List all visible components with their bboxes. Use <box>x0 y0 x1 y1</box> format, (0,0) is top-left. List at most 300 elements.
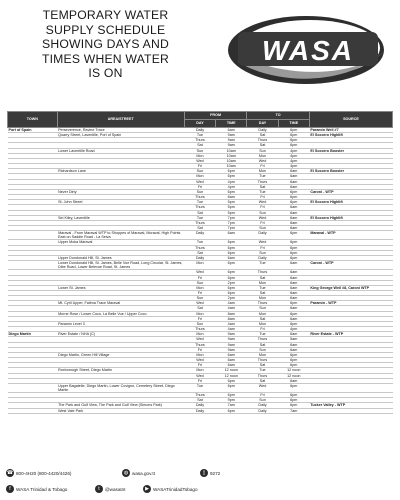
table-row <box>8 408 393 413</box>
cell-from-time: 7pm <box>216 215 247 220</box>
cell-to-day: Fri <box>247 245 278 250</box>
cell-to-day: Wed <box>247 200 278 205</box>
footer-short[interactable] <box>200 469 220 477</box>
cell-to-day: Sun <box>247 210 278 215</box>
cell-to-day: Thurs <box>247 373 278 378</box>
cell-from-day: Mon <box>184 332 215 337</box>
cell-from-day: Mon <box>184 352 215 357</box>
cell-from-day: Fri <box>184 363 215 368</box>
cell-from-day: Mon <box>184 261 215 270</box>
cell-to-time: 6pm <box>278 128 309 133</box>
cell-source: El Socorro Booster <box>309 148 392 153</box>
cell-from-time: 12 noon <box>216 373 247 378</box>
col-header-to: TO <box>247 112 310 120</box>
cell-to-time: 6am <box>278 316 309 321</box>
cell-from-day: Sun <box>184 189 215 194</box>
cell-from-day: Wed <box>184 179 215 184</box>
cell-town <box>8 408 58 413</box>
footer-twitter[interactable] <box>95 485 126 493</box>
cell-to-time: 6pm <box>278 358 309 363</box>
cell-area: West Vale Park <box>57 408 184 413</box>
cell-from-time: 8am <box>216 311 247 316</box>
cell-to-day: Sun <box>247 225 278 230</box>
cell-area: Mt. Cyril Upper, Fatima Trace Maraval <box>57 301 184 306</box>
cell-to-time: 6pm <box>278 383 309 392</box>
cell-to-time: 4pm <box>278 164 309 169</box>
cell-from-time: 7pm <box>216 220 247 225</box>
cell-to-time: 6pm <box>278 352 309 357</box>
cell-from-time: 6am <box>216 128 247 133</box>
cell-to-time: 6am <box>278 332 309 337</box>
cell-source: El Socorro Booster <box>309 169 392 174</box>
cell-from-day: Sat <box>184 225 215 230</box>
footer-youtube-text: WASATrinidadTobago <box>153 486 198 492</box>
title-line: TEMPORARY WATER <box>42 8 169 22</box>
cell-from-time: 5pm <box>216 205 247 210</box>
cell-from-day: Wed <box>184 373 215 378</box>
cell-from-day: Mon <box>184 174 215 179</box>
cell-to-day: Sun <box>247 148 278 153</box>
cell-from-day: Fri <box>184 347 215 352</box>
cell-to-day: Daily <box>247 403 278 408</box>
col-header-source: SOURCE <box>309 112 392 128</box>
cell-to-time: 4pm <box>278 158 309 163</box>
cell-area: Maraval - From Maraval WTP to Shoppes of Maraval, Moraval, High Points East on Saddle Road - La Seiva <box>57 231 184 240</box>
cell-to-day: Thurs <box>247 337 278 342</box>
cell-from-time: 9am <box>216 332 247 337</box>
cell-from-time: 4pm <box>216 179 247 184</box>
cell-town: Diego Martin <box>8 332 58 337</box>
cell-to-time: 6pm <box>278 189 309 194</box>
cell-to-day: Sat <box>247 363 278 368</box>
cell-to-day: Fri <box>247 195 278 200</box>
cell-from-day: Tue <box>184 240 215 245</box>
cell-source: El Socorro Highlift <box>309 200 392 205</box>
footer-short-text: 9272 <box>210 470 221 476</box>
cell-to-day: Wed <box>247 383 278 392</box>
cell-to-day: Sun <box>247 306 278 311</box>
cell-to-day: Sat <box>247 133 278 138</box>
cell-from-time: 8am <box>216 316 247 321</box>
phone-icon: ☎ <box>6 470 14 476</box>
cell-area: Lower St. James <box>57 285 184 290</box>
footer-phone[interactable] <box>6 469 71 477</box>
table-row <box>8 383 393 392</box>
cell-from-day: Daily <box>184 255 215 260</box>
cell-from-time: 2pm <box>216 280 247 285</box>
cell-from-time: 4am <box>216 301 247 306</box>
cell-to-day: Sat <box>247 275 278 280</box>
cell-from-day: Fri <box>184 316 215 321</box>
cell-to-day: Tue <box>247 332 278 337</box>
cell-to-day: Daily <box>247 255 278 260</box>
cell-area: Lower Dundonald Hill, St. James, Belle Vue Road, Long Circular, St. James, Dibe Road, Lower Belevue Road, St. James <box>58 261 183 270</box>
cell-to-day: Tue <box>247 189 278 194</box>
cell-to-day: Fri <box>247 393 278 398</box>
cell-from-day: Sun <box>184 280 215 285</box>
cell-to-day: Tue <box>247 174 278 179</box>
schedule-table <box>7 111 393 414</box>
cell-from-time: 7pm <box>216 225 247 230</box>
cell-source: Paramin - WTP <box>309 301 392 306</box>
cell-to-time: 6pm <box>278 200 309 205</box>
cell-source: El Socorro Highlift <box>309 133 392 138</box>
title-line: IS ON <box>88 66 123 80</box>
cell-to-day: Sun <box>247 398 278 403</box>
cell-from-day: Mon <box>184 153 215 158</box>
cell-to-day: Thurs <box>247 179 278 184</box>
cell-from-time: 6pm <box>216 270 247 275</box>
cell-to-day: Wed <box>247 215 278 220</box>
cell-to-day: Thurs <box>247 358 278 363</box>
cell-to-time: 6pm <box>278 321 309 326</box>
cell-from-day: Mon <box>184 285 215 290</box>
cell-to-time: 6am <box>278 378 309 383</box>
table-row <box>8 403 393 408</box>
cell-to-time: 4pm <box>278 153 309 158</box>
footer-phone-text: 800-4H20 (800-4420/4426) <box>16 470 72 476</box>
table-row <box>8 169 393 174</box>
cell-to-day: Daily <box>247 231 278 240</box>
footer-web[interactable] <box>122 469 155 477</box>
cell-from-time: 6pm <box>216 285 247 290</box>
cell-from-day: Sun <box>184 321 215 326</box>
cell-source: Caroni - WTP <box>309 189 392 194</box>
cell-to-time: 6am <box>278 270 309 275</box>
cell-to-day: Wed <box>247 158 278 163</box>
cell-to-time: 7am <box>278 408 309 413</box>
youtube-icon: ▶ <box>143 485 151 493</box>
cell-from-day: Wed <box>184 158 215 163</box>
cell-to-day: Sat <box>247 342 278 347</box>
cell-from-time: 6am <box>216 352 247 357</box>
cell-to-time: 6am <box>278 169 309 174</box>
cell-to-time: 6pm <box>278 245 309 250</box>
table-row <box>8 332 393 337</box>
cell-area: River Estate / NHA (C) <box>57 332 184 337</box>
cell-from-time: 6pm <box>216 189 247 194</box>
cell-from-day: Daily <box>184 408 215 413</box>
cell-from-time: 9am <box>216 342 247 347</box>
globe-icon: ◍ <box>123 470 129 476</box>
cell-from-time: 9am <box>216 347 247 352</box>
cell-to-time: 6pm <box>278 240 309 245</box>
twitter-icon: t <box>95 485 103 493</box>
cell-to-day: Mon <box>247 153 278 158</box>
cell-to-time: 6pm <box>278 393 309 398</box>
cell-from-day: Sat <box>184 210 215 215</box>
cell-from-time: 9am <box>216 143 247 148</box>
title-line: SHOWING DAYS AND <box>42 37 169 51</box>
cell-to-day: Fri <box>247 220 278 225</box>
cell-from-day: Wed <box>184 358 215 363</box>
cell-to-time: 6pm <box>278 301 309 306</box>
cell-to-time: 6am <box>278 291 309 296</box>
cell-from-day: Fri <box>184 275 215 280</box>
cell-to-day: Mon <box>247 280 278 285</box>
cell-to-time: 6pm <box>278 363 309 368</box>
cell-from-time: 9am <box>216 133 247 138</box>
cell-to-time: 6pm <box>278 403 309 408</box>
cell-from-day: Wed <box>184 301 215 306</box>
cell-from-time: 6pm <box>216 250 247 255</box>
cell-from-time: 9pm <box>216 398 247 403</box>
col-header-from: FROM <box>184 112 247 120</box>
cell-town <box>8 383 58 392</box>
cell-from-day: Thurs <box>184 195 215 200</box>
cell-from-time: 6pm <box>216 383 247 392</box>
cell-to-day: Tue <box>247 368 278 373</box>
cell-from-time: 9am <box>216 337 247 342</box>
cell-to-time: 6am <box>278 205 309 210</box>
cell-source: River Estate - WTP <box>309 332 392 337</box>
cell-from-day: Thurs <box>184 393 215 398</box>
cell-from-time: 6pm <box>216 261 247 270</box>
cell-from-time: 6pm <box>216 378 247 383</box>
cell-from-day: Sat <box>184 306 215 311</box>
cell-from-day: Tue <box>184 133 215 138</box>
cell-source: Maraval - WTP <box>309 231 392 240</box>
cell-to-day: Mon <box>247 311 278 316</box>
cell-from-time: 6pm <box>216 393 247 398</box>
cell-to-day: Sat <box>247 316 278 321</box>
cell-to-time: 5am <box>278 337 309 342</box>
cell-to-time: 6pm <box>278 398 309 403</box>
cell-from-day: Sun <box>184 296 215 301</box>
cell-from-day: Thurs <box>184 205 215 210</box>
table-row <box>8 148 393 153</box>
cell-from-day: Fri <box>184 378 215 383</box>
table-row <box>8 133 393 138</box>
cell-to-day: Mon <box>247 321 278 326</box>
cell-to-time: 6pm <box>278 255 309 260</box>
cell-to-day: Sat <box>247 143 278 148</box>
cell-to-time: 6pm <box>278 133 309 138</box>
cell-area: The Park and Gulf View, The Park and Gulf View (Simons Park) <box>57 403 184 408</box>
cell-source <box>309 408 392 413</box>
cell-area: Upper Moka Maraval <box>57 240 184 245</box>
table-row <box>8 285 393 290</box>
cell-to-day: Thurs <box>247 270 278 275</box>
cell-from-day: Sat <box>184 250 215 255</box>
cell-area: Diego Martin, Green Hill Village <box>57 352 184 357</box>
cell-to-day: Mon <box>247 296 278 301</box>
cell-from-time: 6am <box>216 231 247 240</box>
cell-from-day: Mon <box>184 311 215 316</box>
cell-from-day: Fri <box>184 164 215 169</box>
cell-to-time: 6pm <box>278 231 309 240</box>
cell-from-day: Tue <box>184 200 215 205</box>
mobile-icon: ▯ <box>200 469 208 477</box>
cell-to-time: 12 noon <box>278 373 309 378</box>
cell-area: Morne Rose / Lower Coco, La Belle Vue / Upper Coco <box>57 311 184 316</box>
table-row <box>8 301 393 306</box>
col-header-area: AREA/STREET <box>57 112 184 128</box>
cell-from-time: 10am <box>216 153 247 158</box>
cell-from-time: 10am <box>216 164 247 169</box>
col-header-to-time: TIME <box>278 120 309 128</box>
cell-to-day: Mon <box>247 169 278 174</box>
cell-to-time: 6pm <box>278 143 309 148</box>
cell-to-time: 6am <box>278 225 309 230</box>
footer-facebook-text: WASA Trinidad & Tobago <box>16 486 68 492</box>
wasa-logo <box>218 6 394 94</box>
cell-to-day: Fri <box>247 205 278 210</box>
cell-to-time: 6am <box>278 179 309 184</box>
cell-to-time: 6am <box>278 306 309 311</box>
cell-from-time: 6pm <box>216 275 247 280</box>
cell-to-time: 6am <box>278 296 309 301</box>
cell-area: Upper Bagatelle, Diego Martin, Lower Covigne, Cemetery Street, Diego Martin <box>57 383 184 392</box>
cell-to-day: Daily <box>247 128 278 133</box>
cell-to-day: Tue <box>247 261 278 270</box>
cell-area: Perseverence, Ravine Trace <box>57 128 184 133</box>
cell-from-day: Thurs <box>184 220 215 225</box>
cell-from-day: Tue <box>184 383 215 392</box>
cell-to-time: 4pm <box>278 148 309 153</box>
footer-twitter-text: @wasatnt <box>105 486 126 492</box>
col-header-to-day: DAY <box>247 120 278 128</box>
cell-from-time: 10am <box>216 148 247 153</box>
cell-to-day: Fri <box>247 164 278 169</box>
cell-from-time: 12 noon <box>216 368 247 373</box>
cell-from-time: 5pm <box>216 200 247 205</box>
table-row <box>8 200 393 205</box>
col-header-town: TOWN <box>8 112 58 128</box>
cell-from-time: 6am <box>216 358 247 363</box>
cell-from-day: Daily <box>184 128 215 133</box>
schedule-rows <box>8 128 393 414</box>
cell-from-day: Tue <box>184 215 215 220</box>
cell-to-day: Sun <box>247 250 278 255</box>
cell-from-time: 6pm <box>216 169 247 174</box>
cell-to-time: 6am <box>278 347 309 352</box>
cell-from-time: 6am <box>216 363 247 368</box>
cell-area: Roxborough Street, Diego Martin <box>57 368 184 373</box>
cell-to-time: 6am <box>278 220 309 225</box>
cell-area: Richardson Lane <box>57 169 184 174</box>
cell-to-day: Sun <box>247 347 278 352</box>
facebook-icon: f <box>6 485 14 493</box>
cell-from-time: 6pm <box>216 408 247 413</box>
cell-from-time: 5pm <box>216 210 247 215</box>
cell-from-time: 4am <box>216 306 247 311</box>
cell-from-day: Thurs <box>184 138 215 143</box>
cell-from-day: Daily <box>184 403 215 408</box>
cell-from-time: 6pm <box>216 245 247 250</box>
footer-facebook[interactable] <box>6 485 67 493</box>
table-row <box>8 231 393 240</box>
cell-source: King George Well #8, Caroni WTP <box>309 285 392 290</box>
cell-to-time: 6am <box>278 285 309 290</box>
cell-from-day: Thurs <box>184 342 215 347</box>
cell-from-day: Fri <box>184 291 215 296</box>
cell-to-day: Daily <box>247 408 278 413</box>
logo-text: WASA <box>262 35 354 66</box>
cell-to-day: Sat <box>247 291 278 296</box>
cell-source: Caroni - WTP <box>309 261 392 270</box>
cell-to-day: Mon <box>247 352 278 357</box>
cell-to-day: Tue <box>247 285 278 290</box>
cell-from-day: Sat <box>184 398 215 403</box>
cell-to-day: Thurs <box>247 301 278 306</box>
cell-source: Paramin Well #7 <box>309 128 392 133</box>
cell-area: Quarry Street, Laventille, Port of Spain <box>57 133 184 138</box>
col-header-from-day: DAY <box>184 120 215 128</box>
cell-source <box>309 383 392 392</box>
cell-from-day: Thurs <box>184 327 215 332</box>
cell-to-day: Sat <box>247 184 278 189</box>
cell-from-time: 6pm <box>216 174 247 179</box>
cell-from-time: 2pm <box>216 296 247 301</box>
cell-to-time: 4pm <box>278 327 309 332</box>
cell-source: Tucker Valley - WTP <box>309 403 392 408</box>
cell-area: Sei Kiley, Laventille <box>57 215 184 220</box>
cell-from-day: Sat <box>184 143 215 148</box>
table-row <box>8 215 393 220</box>
footer <box>0 467 400 500</box>
cell-from-day: Sun <box>184 148 215 153</box>
header <box>0 0 400 108</box>
cell-to-day: Wed <box>247 240 278 245</box>
cell-from-day: Wed <box>184 270 215 275</box>
cell-to-day: Fri <box>247 327 278 332</box>
cell-from-time: 4am <box>216 321 247 326</box>
cell-from-time: 10am <box>216 158 247 163</box>
cell-from-time: 6pm <box>216 291 247 296</box>
cell-from-day: Mon <box>184 368 215 373</box>
footer-web-text: wasa.gov.tt <box>132 470 155 476</box>
footer-youtube[interactable] <box>143 485 198 493</box>
cell-from-time: 7am <box>216 403 247 408</box>
cell-area: Upper Dundonald Hill, St. James <box>57 255 184 260</box>
cell-town <box>8 231 58 240</box>
cell-from-day: Wed <box>184 337 215 342</box>
cell-to-time: 6pm <box>278 311 309 316</box>
cell-from-time: 6am <box>216 255 247 260</box>
cell-from-day: Sun <box>184 169 215 174</box>
cell-from-day: Daily <box>184 231 215 240</box>
table-row <box>8 261 393 270</box>
cell-town: Port of Spain <box>8 128 58 133</box>
cell-from-time: 9am <box>216 138 247 143</box>
cell-area: St. John Street <box>57 200 184 205</box>
cell-from-day: Fri <box>184 184 215 189</box>
cell-area: Paramin Level 3 <box>57 321 184 326</box>
cell-to-time: 6am <box>278 184 309 189</box>
col-header-from-time: TIME <box>216 120 247 128</box>
cell-to-time: 6pm <box>278 250 309 255</box>
cell-from-time: 6am <box>216 195 247 200</box>
cell-from-time: 4am <box>216 327 247 332</box>
cell-to-time: 6pm <box>278 195 309 200</box>
cell-area: Lower Laventille Road <box>57 148 184 153</box>
cell-to-time: 6am <box>278 261 309 270</box>
cell-from-time: 6pm <box>216 240 247 245</box>
page-title <box>8 8 203 81</box>
cell-to-time: 6pm <box>278 138 309 143</box>
cell-to-day: Thurs <box>247 138 278 143</box>
table-row <box>8 128 393 133</box>
cell-to-time: 6am <box>278 342 309 347</box>
cell-area: Never Dirty <box>57 189 184 194</box>
cell-to-time: 6am <box>278 215 309 220</box>
cell-to-time: 6am <box>278 174 309 179</box>
cell-source: El Socorro Highlift <box>309 215 392 220</box>
title-line: TIMES WHEN WATER <box>41 51 170 66</box>
cell-from-time: 4pm <box>216 184 247 189</box>
cell-from-day: Thurs <box>184 245 215 250</box>
